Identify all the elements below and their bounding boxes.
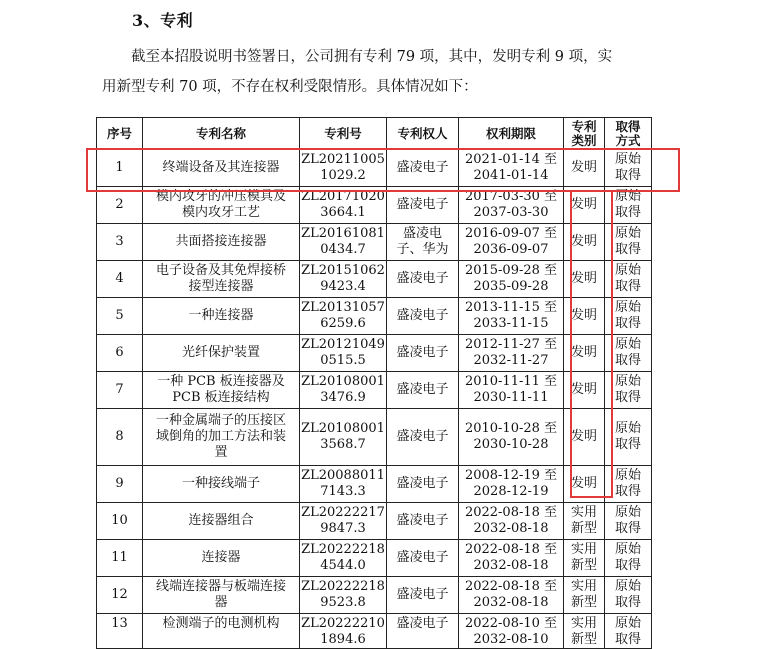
cell-name <box>143 503 300 540</box>
cell-number <box>300 335 387 372</box>
cell-holder-line: 盛凌电 <box>402 226 442 241</box>
cell-way <box>605 372 652 409</box>
table-header-row <box>97 118 652 150</box>
cell-term <box>459 150 564 187</box>
cell-way <box>605 409 652 466</box>
cell-seq-line: 1 <box>115 160 124 175</box>
cell-type <box>564 503 605 540</box>
cell-type <box>564 261 605 298</box>
section-heading: 3、专利 <box>132 11 194 30</box>
cell-number <box>300 409 387 466</box>
cell-name <box>143 466 300 503</box>
cell-number-line: 0434.7 <box>320 242 366 257</box>
cell-number-line: ZL20161081 <box>301 226 385 241</box>
header-type-line-2: 类别 <box>571 132 597 148</box>
cell-seq <box>97 503 143 540</box>
intro-line-2: 用新型专利 70 项，不存在权利受限情形。具体情况如下： <box>102 79 478 95</box>
cell-type-line: 发明 <box>570 429 597 444</box>
cell-holder-line: 盛凌电子 <box>396 550 449 565</box>
cell-type <box>564 372 605 409</box>
header-type <box>564 118 605 150</box>
cell-name <box>143 409 300 466</box>
cell-way <box>605 577 652 614</box>
cell-seq <box>97 224 143 261</box>
cell-holder <box>387 150 459 187</box>
cell-type-line: 实用 <box>570 542 597 557</box>
cell-number-line: 4544.0 <box>320 558 366 573</box>
cell-number <box>300 261 387 298</box>
cell-seq <box>97 150 143 187</box>
cell-type-line: 实用 <box>570 505 597 520</box>
cell-holder-line: 盛凌电子 <box>396 160 449 175</box>
cell-name <box>143 224 300 261</box>
table-row <box>97 577 652 614</box>
cell-type-line: 新型 <box>570 558 597 573</box>
cell-holder-line: 子、华为 <box>396 242 449 257</box>
cell-seq-line: 2 <box>115 197 124 212</box>
cell-type <box>564 466 605 503</box>
cell-type <box>564 335 605 372</box>
cell-way-line: 取得 <box>614 437 641 452</box>
cell-type-line: 发明 <box>570 234 597 249</box>
cell-number-line: ZL20131057 <box>301 300 385 315</box>
cell-way-line: 原始 <box>614 189 641 204</box>
table-row <box>97 540 652 577</box>
cell-name <box>143 187 300 224</box>
cell-way <box>605 298 652 335</box>
cell-holder-line: 盛凌电子 <box>396 429 449 444</box>
cell-seq <box>97 261 143 298</box>
cell-name-line: 一种连接器 <box>188 308 254 323</box>
cell-name <box>143 298 300 335</box>
cell-term-line: 2022-08-10 至 <box>464 616 558 631</box>
cell-number-line: 3476.9 <box>320 390 366 405</box>
cell-type <box>564 577 605 614</box>
cell-seq-line: 3 <box>115 234 124 249</box>
header-term: 权利期限 <box>459 118 564 150</box>
cell-way-line: 原始 <box>614 374 641 389</box>
cell-type-line: 发明 <box>570 308 597 323</box>
cell-seq-line: 7 <box>115 382 124 397</box>
cell-term-line: 2013-11-15 至 <box>464 300 558 315</box>
cell-name-line: 模内攻牙的冲压模具及 <box>155 189 286 204</box>
cell-name-line: 光纤保护装置 <box>181 345 260 360</box>
cell-seq <box>97 298 143 335</box>
cell-way <box>605 335 652 372</box>
cell-seq <box>97 372 143 409</box>
cell-number-line: 9523.8 <box>320 595 366 610</box>
cell-term-line: 2012-11-27 至 <box>464 337 558 352</box>
patent-table <box>96 117 652 649</box>
cell-holder-line: 盛凌电子 <box>396 382 449 397</box>
cell-seq-line: 13 <box>111 616 128 631</box>
cell-seq-line: 8 <box>115 429 124 444</box>
cell-way-line: 取得 <box>614 558 641 573</box>
cell-type <box>564 540 605 577</box>
cell-way-line: 原始 <box>614 616 641 631</box>
header-holder: 专利权人 <box>387 118 459 150</box>
cell-term <box>459 614 564 649</box>
patent-rows <box>97 150 652 649</box>
cell-term-line: 2022-08-18 至 <box>464 505 558 520</box>
cell-term <box>459 335 564 372</box>
cell-way-line: 原始 <box>614 542 641 557</box>
cell-term-line: 2037-03-30 <box>473 205 549 220</box>
cell-way <box>605 224 652 261</box>
cell-term <box>459 261 564 298</box>
cell-way-line: 原始 <box>614 337 641 352</box>
cell-holder-line: 盛凌电子 <box>396 345 449 360</box>
cell-holder <box>387 372 459 409</box>
cell-way-line: 原始 <box>614 468 641 483</box>
cell-term-line: 2021-01-14 至 <box>464 152 558 167</box>
cell-way-line: 取得 <box>614 632 641 647</box>
cell-type-line: 新型 <box>570 595 597 610</box>
cell-holder <box>387 261 459 298</box>
cell-way-line: 取得 <box>614 484 641 499</box>
cell-way-line: 取得 <box>614 316 641 331</box>
cell-term-line: 2017-03-30 至 <box>464 189 558 204</box>
cell-term-line: 2032-08-18 <box>473 558 549 573</box>
cell-name-line: 器 <box>214 595 228 610</box>
cell-term-line: 2032-08-10 <box>473 632 549 647</box>
cell-name <box>143 150 300 187</box>
cell-way-line: 取得 <box>614 595 641 610</box>
cell-number-line: 1029.2 <box>320 168 366 183</box>
header-name: 专利名称 <box>143 118 300 150</box>
cell-name-line: 模内攻牙工艺 <box>181 205 260 220</box>
cell-holder <box>387 335 459 372</box>
cell-way <box>605 187 652 224</box>
cell-seq-line: 11 <box>111 550 128 565</box>
cell-term <box>459 298 564 335</box>
cell-term-line: 2036-09-07 <box>473 242 549 257</box>
header-way-line-2: 方式 <box>615 132 641 148</box>
cell-name-line: 一种 PCB 板连接器及 <box>157 374 285 389</box>
cell-way-line: 原始 <box>614 505 641 520</box>
cell-number-line: ZL20222218 <box>301 542 385 557</box>
cell-term-line: 2015-09-28 至 <box>464 263 558 278</box>
cell-holder <box>387 298 459 335</box>
cell-holder <box>387 614 459 649</box>
cell-name <box>143 614 300 649</box>
cell-term-line: 2032-08-18 <box>473 595 549 610</box>
cell-name-line: 接型连接器 <box>188 279 254 294</box>
cell-number-line: 9847.3 <box>320 521 366 536</box>
cell-number-line: ZL20211005 <box>301 152 385 167</box>
cell-way-line: 取得 <box>614 168 641 183</box>
cell-number <box>300 540 387 577</box>
cell-term <box>459 409 564 466</box>
cell-seq <box>97 335 143 372</box>
cell-name-line: 电子设备及其免焊接桥 <box>155 263 286 278</box>
cell-name-line: 共面搭接连接器 <box>175 234 267 249</box>
cell-holder <box>387 187 459 224</box>
cell-way-line: 原始 <box>614 421 641 436</box>
table-row <box>97 224 652 261</box>
header-seq: 序号 <box>97 118 143 150</box>
cell-way <box>605 503 652 540</box>
cell-seq-line: 6 <box>115 345 124 360</box>
cell-type <box>564 409 605 466</box>
cell-number-line: 6259.6 <box>320 316 366 331</box>
cell-term-line: 2022-08-18 至 <box>464 579 558 594</box>
cell-number <box>300 577 387 614</box>
cell-way-line: 原始 <box>614 226 641 241</box>
cell-name <box>143 335 300 372</box>
cell-number-line: ZL20108001 <box>301 374 385 389</box>
cell-term <box>459 372 564 409</box>
cell-name-line: 检测端子的电测机构 <box>162 616 280 631</box>
cell-term <box>459 224 564 261</box>
cell-name-line: 一种金属端子的压接区 <box>155 413 286 428</box>
cell-way <box>605 261 652 298</box>
cell-term-line: 2041-01-14 <box>473 168 549 183</box>
cell-holder-line: 盛凌电子 <box>396 616 449 631</box>
cell-number <box>300 150 387 187</box>
cell-number-line: ZL20121049 <box>301 337 385 352</box>
cell-holder-line: 盛凌电子 <box>396 271 449 286</box>
cell-term-line: 2010-10-28 至 <box>464 421 558 436</box>
cell-way-line: 取得 <box>614 353 641 368</box>
cell-number-line: ZL20171020 <box>301 189 385 204</box>
cell-type-line: 新型 <box>570 632 597 647</box>
table-row <box>97 503 652 540</box>
cell-holder-line: 盛凌电子 <box>396 476 449 491</box>
cell-term-line: 2032-08-18 <box>473 521 549 536</box>
cell-holder <box>387 466 459 503</box>
cell-way-line: 取得 <box>614 521 641 536</box>
cell-type <box>564 298 605 335</box>
cell-seq-line: 5 <box>115 308 124 323</box>
cell-number <box>300 614 387 649</box>
cell-term-line: 2035-09-28 <box>473 279 549 294</box>
table-row <box>97 614 652 649</box>
cell-holder <box>387 540 459 577</box>
cell-number-line: ZL20222210 <box>301 616 385 631</box>
cell-holder <box>387 224 459 261</box>
cell-type-line: 实用 <box>570 579 597 594</box>
cell-way <box>605 614 652 649</box>
cell-name <box>143 372 300 409</box>
table-row <box>97 298 652 335</box>
cell-way <box>605 466 652 503</box>
cell-number <box>300 372 387 409</box>
cell-way <box>605 540 652 577</box>
cell-type <box>564 187 605 224</box>
cell-way-line: 取得 <box>614 242 641 257</box>
header-number: 专利号 <box>300 118 387 150</box>
cell-name-line: 终端设备及其连接器 <box>162 160 280 175</box>
cell-name <box>143 261 300 298</box>
cell-way-line: 原始 <box>614 263 641 278</box>
cell-number-line: ZL20222217 <box>301 505 385 520</box>
cell-way-line: 原始 <box>614 152 641 167</box>
cell-type-line: 实用 <box>570 616 597 631</box>
table-row <box>97 409 652 466</box>
cell-seq-line: 12 <box>111 587 128 602</box>
cell-seq-line: 9 <box>115 476 124 491</box>
cell-holder <box>387 409 459 466</box>
intro-paragraph <box>102 42 665 102</box>
cell-name-line: 线端连接器与板端连接 <box>155 579 286 594</box>
cell-name-line: 连接器组合 <box>188 513 254 528</box>
table-row <box>97 335 652 372</box>
cell-term <box>459 577 564 614</box>
cell-number-line: 0515.5 <box>320 353 366 368</box>
cell-number-line: 9423.4 <box>320 279 366 294</box>
cell-name-line: 置 <box>214 445 228 460</box>
cell-number-line: 1894.6 <box>320 632 366 647</box>
cell-name-line: 一种接线端子 <box>181 476 260 491</box>
cell-term-line: 2010-11-11 至 <box>464 374 558 389</box>
cell-seq <box>97 466 143 503</box>
cell-type <box>564 614 605 649</box>
cell-number-line: ZL20222218 <box>301 579 385 594</box>
cell-number-line: ZL20151062 <box>301 263 385 278</box>
cell-name-line: 连接器 <box>201 550 241 565</box>
cell-holder-line: 盛凌电子 <box>396 587 449 602</box>
cell-number-line: ZL20108001 <box>301 421 385 436</box>
cell-term-line: 2028-12-19 <box>473 484 549 499</box>
cell-holder <box>387 503 459 540</box>
cell-seq <box>97 409 143 466</box>
cell-term <box>459 466 564 503</box>
cell-seq <box>97 187 143 224</box>
cell-way-line: 原始 <box>614 579 641 594</box>
cell-number-line: ZL20088011 <box>301 468 385 483</box>
header-way-line-1: 取得 <box>615 118 641 134</box>
cell-type-line: 发明 <box>570 382 597 397</box>
cell-type-line: 新型 <box>570 521 597 536</box>
cell-type <box>564 150 605 187</box>
cell-term-line: 2008-12-19 至 <box>464 468 558 483</box>
cell-term <box>459 503 564 540</box>
cell-seq-line: 10 <box>111 513 128 528</box>
cell-number <box>300 503 387 540</box>
cell-holder-line: 盛凌电子 <box>396 513 449 528</box>
cell-name-line: PCB 板连接结构 <box>172 390 270 405</box>
table-row <box>97 187 652 224</box>
cell-way-line: 原始 <box>614 300 641 315</box>
cell-seq <box>97 614 143 649</box>
cell-type-line: 发明 <box>570 271 597 286</box>
cell-name <box>143 540 300 577</box>
cell-way-line: 取得 <box>614 205 641 220</box>
cell-number-line: 7143.3 <box>320 484 366 499</box>
cell-term-line: 2030-11-11 <box>473 390 549 405</box>
cell-type-line: 发明 <box>570 197 597 212</box>
header-way <box>605 118 652 150</box>
cell-number <box>300 298 387 335</box>
cell-number <box>300 224 387 261</box>
table-row <box>97 150 652 187</box>
cell-name <box>143 577 300 614</box>
cell-type-line: 发明 <box>570 160 597 175</box>
cell-way <box>605 150 652 187</box>
table-row <box>97 261 652 298</box>
cell-type-line: 发明 <box>570 476 597 491</box>
table-row <box>97 372 652 409</box>
cell-holder-line: 盛凌电子 <box>396 197 449 212</box>
cell-number-line: 3664.1 <box>320 205 366 220</box>
cell-number-line: 3568.7 <box>320 437 366 452</box>
cell-seq <box>97 577 143 614</box>
table-row <box>97 466 652 503</box>
cell-term-line: 2033-11-15 <box>473 316 549 331</box>
cell-way-line: 取得 <box>614 390 641 405</box>
cell-seq-line: 4 <box>115 271 124 286</box>
cell-term-line: 2022-08-18 至 <box>464 542 558 557</box>
cell-holder <box>387 577 459 614</box>
cell-name-line: 域倒角的加工方法和装 <box>155 429 286 444</box>
cell-holder-line: 盛凌电子 <box>396 308 449 323</box>
cell-seq <box>97 540 143 577</box>
cell-type <box>564 224 605 261</box>
cell-term <box>459 540 564 577</box>
intro-line-1: 截至本招股说明书签署日，公司拥有专利 79 项，其中，发明专利 9 项，实 <box>131 49 613 65</box>
cell-term-line: 2032-11-27 <box>473 353 549 368</box>
cell-type-line: 发明 <box>570 345 597 360</box>
cell-number <box>300 466 387 503</box>
cell-term <box>459 187 564 224</box>
header-type-line-1: 专利 <box>571 118 597 134</box>
cell-way-line: 取得 <box>614 279 641 294</box>
cell-term-line: 2030-10-28 <box>473 437 549 452</box>
cell-number <box>300 187 387 224</box>
cell-term-line: 2016-09-07 至 <box>464 226 558 241</box>
